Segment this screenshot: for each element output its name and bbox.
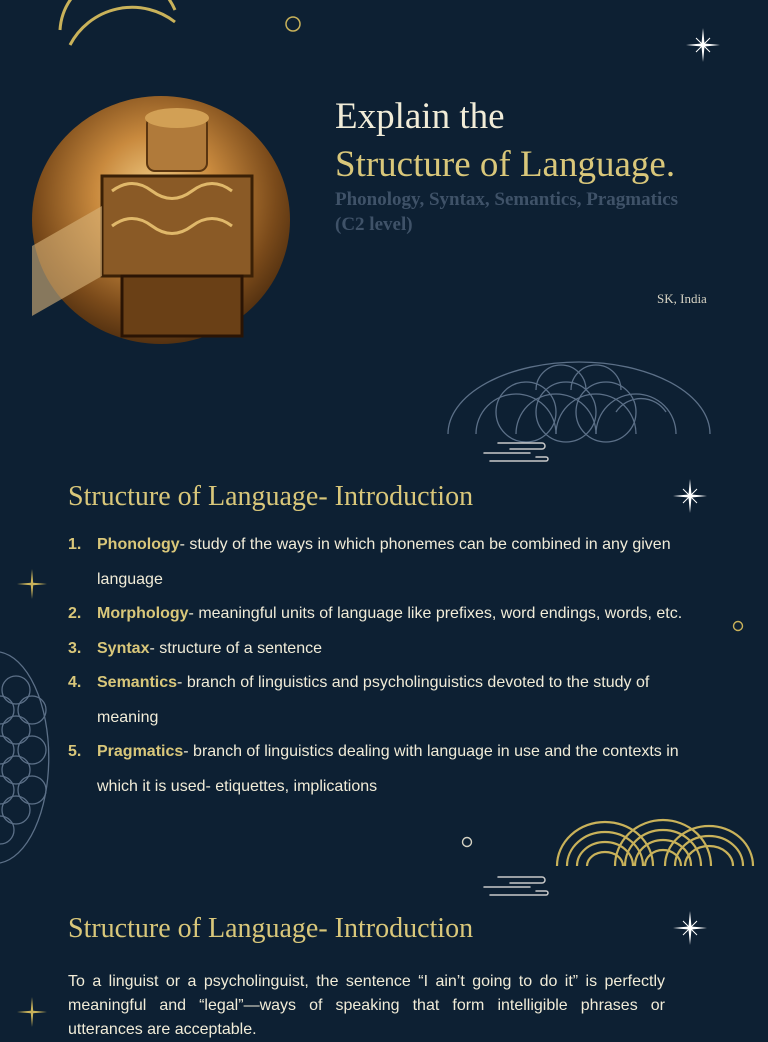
list-number: 3. (68, 639, 82, 657)
sparkle-icon (16, 568, 48, 600)
title-slide (0, 0, 768, 460)
list-term: Semantics (97, 674, 178, 691)
list-number: 1. (68, 536, 82, 553)
body-paragraph: To a linguist or a psycholinguist, the sentence “I ain’t going to do it” is perfectly meaningful and “legal”—ways of speaking that form intelligible phrases or utterances are acceptable. (68, 973, 665, 1038)
title-line-1: Explain the (335, 96, 505, 137)
introduction-slide (0, 460, 768, 870)
list-item (68, 735, 708, 804)
title-line-2: Structure of Language. (335, 144, 676, 185)
author-label: SK, India (657, 291, 707, 306)
cloud-lines-icon (480, 874, 552, 900)
section-heading: Structure of Language- Introduction (68, 913, 474, 944)
lattice-pattern-icon (446, 362, 712, 436)
list-term: Syntax (97, 639, 150, 657)
ring-icon (284, 15, 302, 33)
subtitle-topics: Phonology, Syntax, Semantics, Pragmatics (335, 189, 679, 210)
flower-lattice-icon (0, 650, 56, 865)
list-description: - study of the ways in which phonemes can be combined in any given language (97, 536, 671, 588)
list-number: 5. (68, 743, 82, 760)
list-term: Phonology (97, 536, 180, 553)
subtitle-level: (C2 level) (335, 214, 413, 235)
wave-pattern-icon (0, 0, 175, 110)
list-item (68, 597, 708, 632)
sparkle-icon (672, 910, 708, 946)
section-heading: Structure of Language- Introduction (68, 481, 474, 512)
ring-icon (461, 836, 473, 848)
introduction-continued-slide (0, 870, 768, 1038)
list-description: - branch of linguistics and psycholinguistics devoted to the study of meaning (97, 674, 650, 726)
list-number: 4. (68, 674, 82, 691)
wave-fan-icon (555, 818, 755, 870)
list-description: - meaningful units of language like prefixes, word endings, words, etc. (188, 605, 683, 622)
list-description: - structure of a sentence (149, 639, 322, 657)
list-term: Morphology (97, 605, 189, 622)
list-description: - branch of linguistics dealing with language in use and the contexts in which it is used- etiquettes, implications (97, 743, 679, 795)
list-item (68, 632, 708, 667)
list-item (68, 666, 708, 735)
list-item (68, 528, 708, 597)
list-number: 2. (68, 605, 82, 622)
ink-bottle-photo (32, 96, 290, 344)
sparkle-icon (672, 478, 708, 514)
list-term: Pragmatics (97, 743, 184, 760)
ring-icon (732, 620, 744, 632)
structure-list (68, 528, 708, 804)
sparkle-icon (16, 996, 48, 1028)
sparkle-icon (684, 26, 722, 64)
